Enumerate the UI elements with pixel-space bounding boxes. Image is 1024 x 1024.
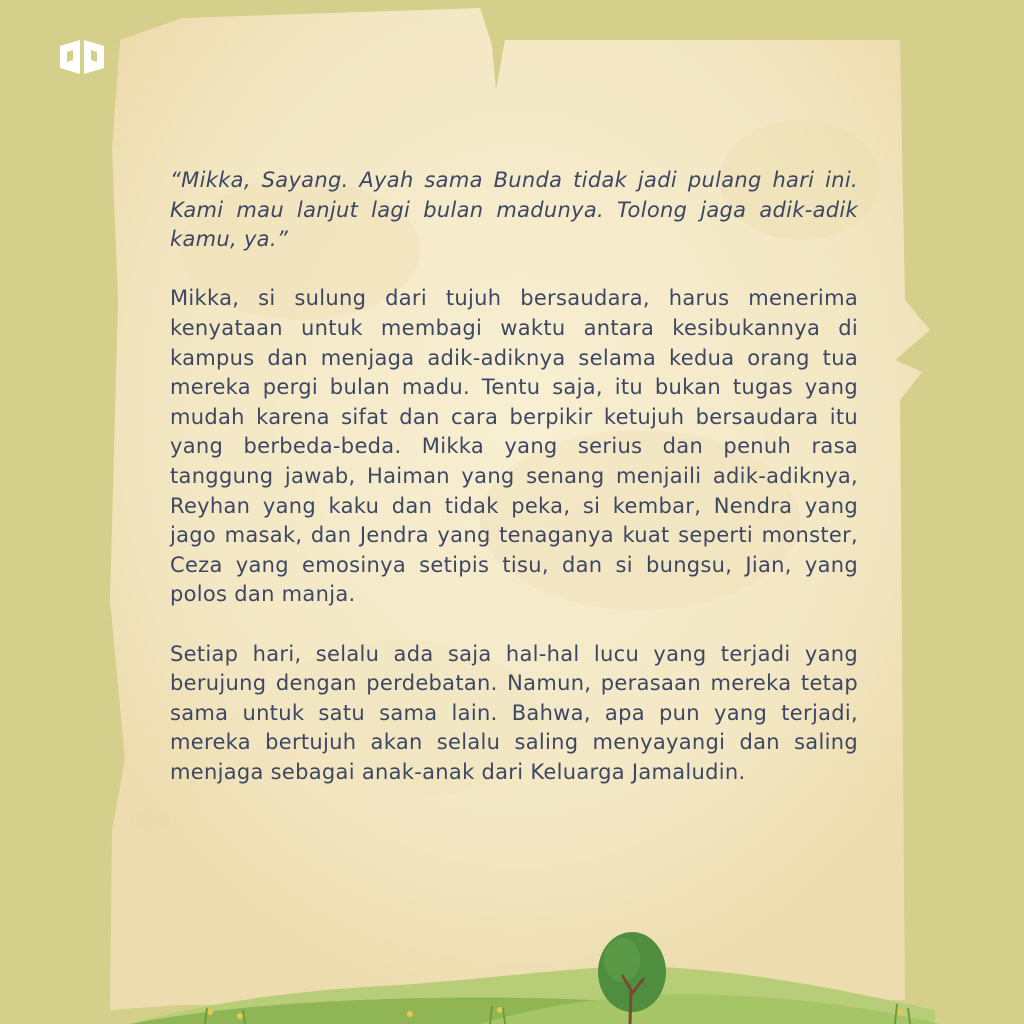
synopsis-paragraph: Mikka, si sulung dari tujuh bersaudara, harus menerima kenyataan untuk membagi waktu antara kesibukannya di kampus dan menjaga adik-adiknya selama kedua orang tua mereka pergi bulan madu. Tentu saja, itu bukan tugas yang mudah karena sifat dan cara berpikir ketujuh bersaudara itu yang berbeda-beda. Mikka yang serius dan penuh rasa tanggung jawab, Haiman yang senang menjaili adik-adiknya, Reyhan yang kaku dan tidak peka, si kembar, Nendra yang jago masak, dan Jendra yang tenaganya kuat seperti monster, Ceza yang emosinya setipis tisu, dan si bungsu, Jian, yang polos dan manja. bbox=[170, 286, 858, 607]
opening-quote: “Mikka, Sayang. Ayah sama Bunda tidak jadi pulang hari ini. Kami mau lanjut lagi bulan madunya. Tolong jaga adik-adik kamu, ya.” bbox=[170, 168, 858, 252]
synopsis-text bbox=[170, 166, 858, 817]
synopsis-paragraph: Setiap hari, selalu ada saja hal-hal lucu yang terjadi yang berujung dengan perdebatan. Namun, perasaan mereka tetap sama untuk satu sama lain. Bahwa, apa pun yang terjadi, mereka bertujuh akan selalu saling menyayangi dan saling menjaga sebagai anak-anak dari Keluarga Jamaludin. bbox=[170, 641, 858, 784]
